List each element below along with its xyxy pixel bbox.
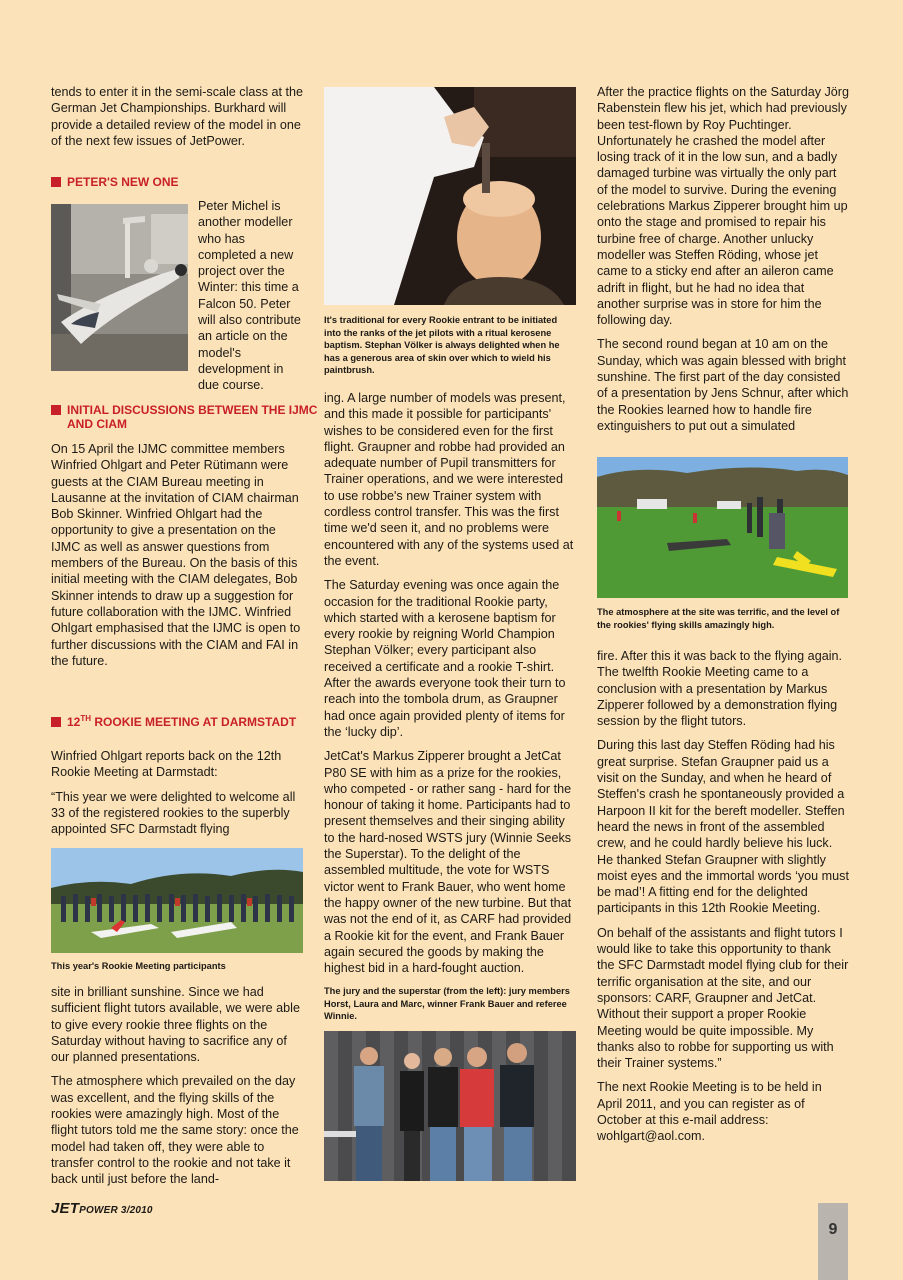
kerosene-baptism-photo [324,87,576,305]
caption-group-photo: This year's Rookie Meeting participants [51,961,226,971]
group-photo [51,848,303,953]
rookie-intro: Winfried Ohlgart reports back on the 12th Rookie Meeting at Darmstadt: “This year we were delighted to welcome all 33 of the registered rookies to the superbly appointed SFC Darmstadt flying [51,749,296,837]
col3-top-paragraphs: After the practice flights on the Saturday Jörg Rabenstein flew his jet, which had previously been test-flown by Roy Puchtinger. Unfortunately he crashed the model after losing track of it in the low sun, and a badly damaged turbine was virtually the only part of the model to survive. During the evening celebrations Markus Zipperer brought him up onto the stage and promised to repair his turbine free of charge. Another unlucky modeller was Steffen Röding, whose jet came to a sticky end after an aileron came adrift in flight, but he had no idea that another surprise was in store for him the following day. The second round began at 10 am on the Sunday, which was again blessed with bright sunshine. The first part of the day consisted of a presentation by Jens Schnur, after which the Rookies learned how to handle fire extinguishers to put out a simulated [597,85,850,433]
caption-jury: The jury and the superstar (from the left): jury members Horst, Laura and Marc, winner Frank Bauer and referee Winnie. [324,986,570,1021]
site-paragraphs: site in brilliant sunshine. Since we had sufficient flight tutors available, we were able to give every rookie three flights on the Saturday without having to sacrifice any of our planned presentations. The atmosphere which prevailed on the day was excellent, and the flying skills of the rookies were amazingly high. Most of the flight tutors told me the same story: once the model had taken off, they were able to transfer control to the rookie and not take it back until just before the land- [51,985,300,1187]
jury-photo [324,1031,576,1181]
col2-paragraphs: ing. A large number of models was present, and this made it possible for participants' wishes to be considered even for the first flight. Graupner and robbe had provided an adequate number of Pupil transmitters for Trainer operations, and we were interested to use robbe's new Trainer system with cordless control transfer. This was the first time we'd seen it, and no problems were encountered with any of the systems used at the event. The Saturday evening was once again the occasion for the traditional Rookie party, which started with a kerosene baptism for every rookie by reigning World Champion Stephan Völker; every participant also received a certificate and a rookie T-shirt. After the awards everyone took their turn to reach into the tombola drum, as Graupner had once again provided plenty of items for the ‘lucky dip’. JetCat's Markus Zipperer brought a JetCat P80 SE with him as a prize for the rookies, who competed - or rather sang - hard for the honour of taking it home. Participants had to present themselves and their singing ability to the hard-nosed WSTS jury (Winnie Seeks the Superstar). To the delight of the assembled multitude, the vote for WSTS victor went to Frank Bauer, who went home the happy owner of the new turbine. But that was not the end of it, as CARF had provided a Rookie kit for the event, and Frank Bauer again secured the goods by making the highest bid in a hard-fought auction. [324,391,574,976]
caption-baptism: It's traditional for every Rookie entrant to be initiated into the ranks of the jet pilots with a ritual kerosene baptism. Stephan Völker is always delighted when he has a generous area of skin over which to wield his paintbrush. [324,315,560,375]
page-number: 9 [828,1221,838,1238]
bullet-square-icon [51,177,61,187]
peter-paragraph: Peter Michel is another modeller who has completed a new project over the Winter: this time a Falcon 50. Peter will also contribute an article on the model's development in due course. [198,199,301,393]
bullet-square-icon [51,405,61,415]
ijmc-paragraph: On 15 April the IJMC committee members Winfried Ohlgart and Peter Rütimann were guests at the CIAM Bureau meeting in Lausanne at the invitation of CIAM chairman Bob Skinner. Winfried Ohlgart had the opportunity to give a presentation on the IJMC as well as answer questions from members of the Bureau. On the basis of this initial meeting with the CIAM delegates, Bob Skinner intends to draw up a suggestion for future collaboration with the IJMC. Winfried Ohlgart emphasised that the IJMC is open to further discussions with the CIAM and FAI in the future. [51,442,301,668]
bullet-square-icon [51,717,61,727]
heading-ijmc-ciam: INITIAL DISCUSSIONS BETWEEN THE IJMC AND CIAM [51,404,322,431]
heading-peters-new-one: PETER'S NEW ONE [51,176,319,190]
caption-flying-site: The atmosphere at the site was terrific, and the level of the rookies' flying skills amazingly high. [597,607,840,630]
falcon-50-photo [51,204,188,371]
heading-rookie-meeting: 12TH ROOKIE MEETING AT DARMSTADT [51,712,319,730]
flying-site-photo [597,457,848,598]
intro-paragraph: tends to enter it in the semi-scale class at the German Jet Championships. Burkhard will provide a detailed review of the model in one of the next few issues of JetPower. [51,85,303,148]
col3-bottom-paragraphs: fire. After this it was back to the flying again. The twelfth Rookie Meeting came to a conclusion with a presentation by Markus Zipperer followed by a demonstration flying session by the flight tutors. During this last day Steffen Röding had his great surprise. Stefan Graupner paid us a visit on the Sunday, and when he heard of Steffen's crash he spontaneously provided a Harpoon II kit for the bereft modeller. Steffen heard the news in front of the assembled crew, and he could hardly believe his luck. He thanked Stefan Graupner with slightly moist eyes and the immortal words ‘you must be mad’! A fitting end for the delighted participants in this 12th Rookie Meeting. On behalf of the assistants and flight tutors I would like to take this opportunity to thank the SFC Darmstadt model flying club for their terrific organisation at the site, and our sponsors: CARF, Graupner and JetCat. Without their support a proper Rookie Meeting would be quite impossible. My thanks also to robbe for supporting us with their Trainer systems.” The next Rookie Meeting is to be held in April 2011, and you can register as of October at this e-mail address: wohlgart@aol.com. [597,649,849,1144]
page-number-tab [818,1203,848,1280]
jetpower-footer-logo: JETPOWER 3/2010 [51,1200,153,1217]
